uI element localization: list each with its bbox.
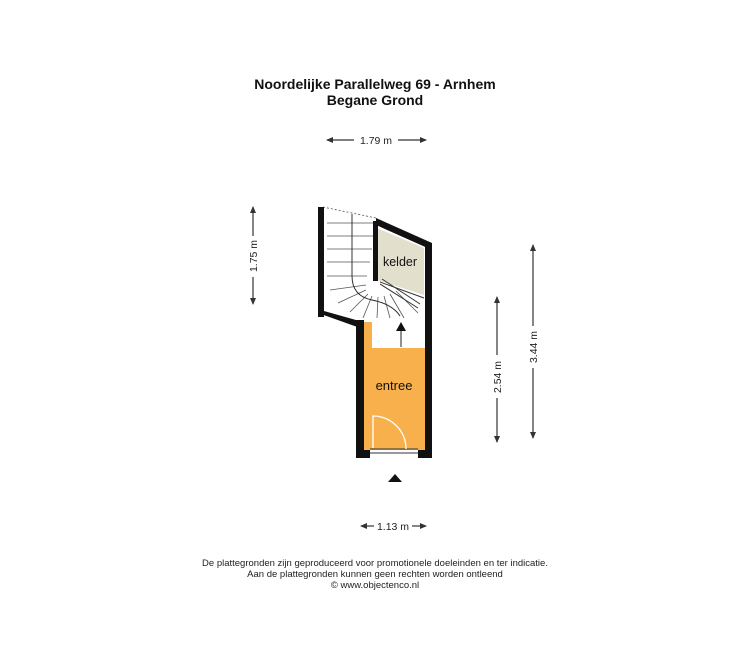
room-label-kelder: kelder	[382, 255, 418, 269]
footer-disclaimer-1: De plattegronden zijn geproduceerd voor promotionele doeleinden en ter indicatie.	[202, 558, 548, 569]
dimension-top-width	[326, 135, 427, 147]
dimension-right-outer-height-label: 3.44 m	[528, 330, 540, 364]
dimension-top-width-label: 1.79 m	[359, 135, 393, 147]
dimension-right-inner-height	[492, 296, 504, 443]
plan-floor-name: Begane Grond	[326, 92, 424, 108]
plan-address: Noordelijke Parallelweg 69 - Arnhem	[254, 76, 496, 92]
dimension-bottom-width-label: 1.13 m	[376, 521, 410, 533]
dimension-left-height-label: 1.75 m	[248, 239, 260, 273]
entrance-marker-icon	[388, 474, 402, 482]
entree-top-landing	[372, 322, 425, 348]
footer-copyright: © www.objectenco.nl	[330, 580, 420, 591]
room-label-entree: entree	[375, 378, 413, 393]
dimension-left-height	[248, 206, 260, 305]
footer-disclaimer-2: Aan de plattegronden kunnen geen rechten worden ontleend	[247, 569, 503, 580]
dimension-right-outer-height	[528, 244, 540, 439]
dimension-right-inner-height-label: 2.54 m	[492, 360, 504, 394]
dimension-bottom-width	[360, 521, 427, 533]
